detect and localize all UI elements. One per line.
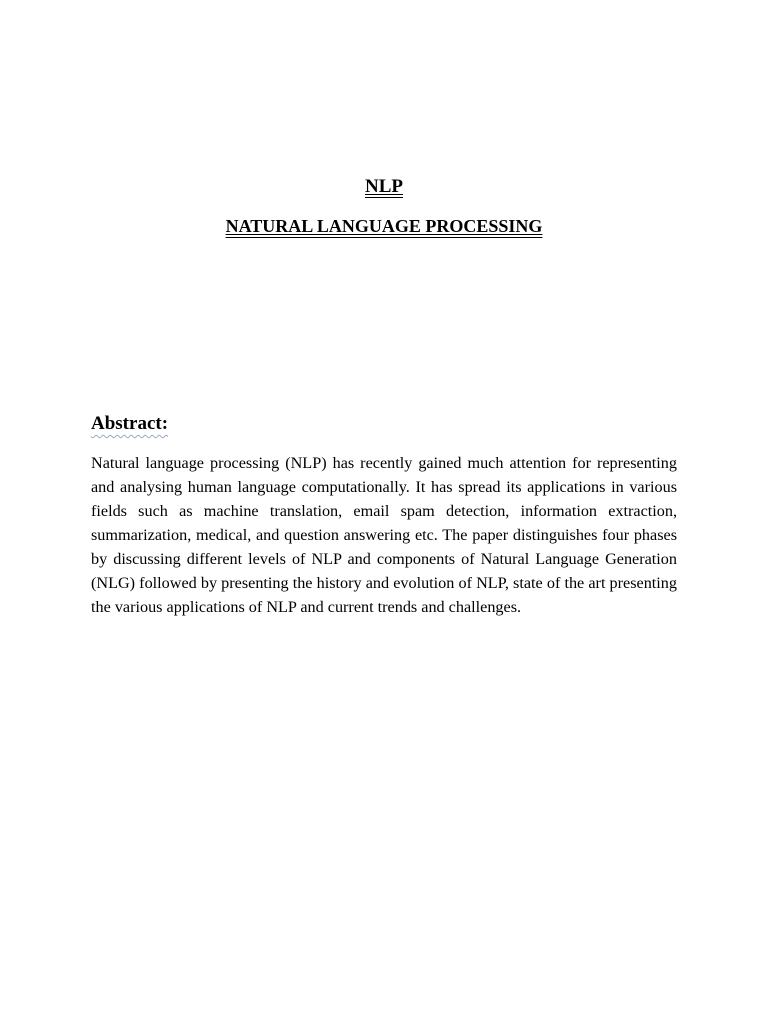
document-title: NLP <box>365 176 403 197</box>
abstract-heading: Abstract: <box>91 413 169 434</box>
abstract-paragraph: Natural language processing (NLP) has recently gained much attention for representing and analysing human language computationally. It has spread its applications in various fields such as machine translation, email spam detection, information extraction, summarization, medical, and question answering etc. The paper distinguishes four phases by discussing different levels of NLP and components of Natural Language Generation (NLG) followed by presenting the history and evolution of NLP, state of the art presenting the various applications of NLP and current trends and challenges. <box>91 454 677 616</box>
document-subtitle: NATURAL LANGUAGE PROCESSING <box>225 216 543 236</box>
